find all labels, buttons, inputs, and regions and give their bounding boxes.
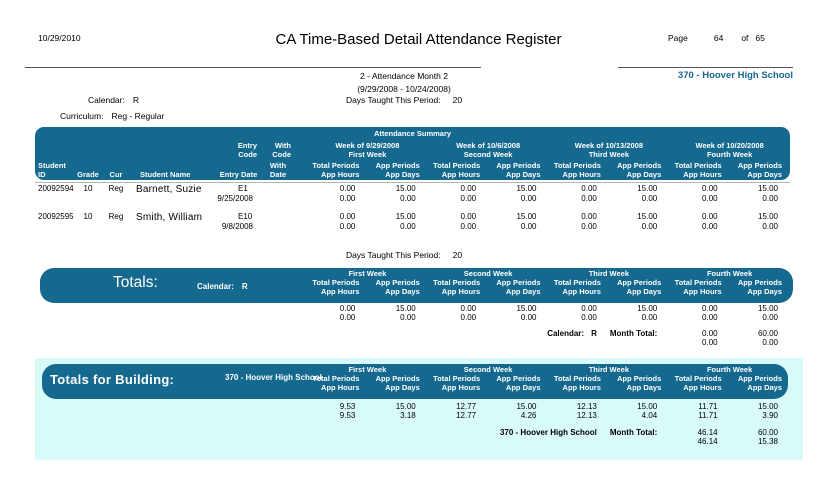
totals-label: Totals:: [113, 274, 158, 291]
value-cell: 0.00: [460, 193, 477, 203]
value-cell: 0.00: [641, 313, 658, 322]
w2-hours-header: [416, 375, 480, 392]
value-cell: 0.00: [460, 304, 477, 313]
value-cell: 0.00: [702, 304, 718, 313]
value-cell: 15.00: [516, 304, 537, 313]
entry-date-header: Entry Date: [219, 169, 258, 179]
building-totals-row: [35, 402, 790, 411]
days-taught-label: Days Taught This Period:: [345, 95, 441, 105]
attendance-header-row-2: [35, 162, 790, 179]
w4-days-line2: App Days: [747, 382, 782, 392]
w2-hours-line1: Total Periods: [433, 161, 481, 170]
student-id: 20092594: [38, 184, 74, 193]
value-cell: 0.00: [520, 221, 537, 231]
value-cell: 0.00: [702, 212, 718, 221]
w1-hours-line1: Total Periods: [312, 374, 360, 383]
student-cur: Reg: [108, 184, 124, 193]
entry-code: E10: [238, 212, 253, 221]
week3-date: Week of 10/13/2008: [574, 141, 643, 150]
value-cell: 15.00: [395, 402, 416, 411]
w2-hours-line1: Total Periods: [433, 278, 481, 287]
student-id-header: Student ID: [38, 161, 66, 179]
building-totals-header-bar: [42, 364, 788, 399]
value-cell: 0.00: [400, 221, 416, 231]
totals-row: [35, 304, 790, 313]
w3-hours-header: [537, 162, 601, 179]
week1-name: First Week: [348, 365, 387, 374]
building-month-total-row: [35, 428, 790, 437]
w3-hours-line2: App Hours: [562, 382, 601, 392]
value-cell: 0.00: [339, 212, 356, 221]
w4-days-header: [718, 162, 782, 179]
value-cell: 9.53: [339, 411, 356, 420]
w1-hours-line1: Total Periods: [312, 278, 360, 287]
w3-days-line1: App Periods: [617, 161, 662, 170]
w4-days-line2: App Days: [747, 169, 782, 179]
value-cell: 0.00: [581, 221, 597, 231]
w1-hours-line2: App Hours: [321, 382, 360, 392]
value-cell: 3.18: [400, 411, 416, 420]
value-cell: 12.13: [576, 402, 597, 411]
w3-days-line2: App Days: [626, 286, 662, 296]
w3-days-header: [597, 162, 661, 179]
entry-code: E1: [238, 184, 248, 193]
w3-hours-line2: App Hours: [562, 286, 601, 296]
w1-days-header: [355, 162, 419, 179]
value-cell: 12.13: [576, 411, 597, 420]
days-taught-value: 20: [452, 95, 463, 105]
value-cell: 4.04: [641, 411, 658, 420]
entry-date: 9/8/2008: [221, 221, 253, 231]
value-cell: 0.00: [460, 313, 477, 322]
w1-hours-header: [295, 162, 359, 179]
page-title: CA Time-Based Detail Attendance Register: [275, 31, 562, 48]
curriculum-line: [60, 111, 164, 121]
value-cell: 0.00: [581, 212, 597, 221]
days-taught-period: [104, 95, 704, 105]
building-totals-label: Totals for Building:: [50, 372, 175, 387]
building-week-headers: [35, 366, 790, 392]
value-cell: 0.00: [400, 313, 416, 322]
value-cell: 60.00: [757, 428, 778, 437]
totals-month-total-row: [35, 329, 790, 338]
w4-days-line1: App Periods: [737, 161, 782, 170]
report-date: 10/29/2010: [38, 33, 81, 43]
value-cell: 46.14: [697, 437, 718, 446]
w2-days-line1: App Periods: [496, 374, 541, 383]
page-indicator: [668, 33, 765, 43]
w4-hours-header: [657, 375, 721, 392]
week2-name: Second Week: [463, 269, 513, 278]
building-month-total-school: 370 - Hoover High School: [499, 428, 597, 437]
value-cell: 0.00: [581, 313, 597, 322]
page-number: 64: [713, 33, 724, 43]
entry-code-header-line1: Entry: [237, 141, 257, 150]
building-totals-row: [35, 411, 790, 420]
w4-hours-line2: App Hours: [683, 382, 722, 392]
totals-header-bar: [40, 268, 793, 303]
divider-left: [25, 67, 481, 68]
student-grade: 10: [83, 184, 93, 193]
w2-days-header: [476, 162, 540, 179]
value-cell: 0.00: [520, 193, 537, 203]
totals-calendar-label: Calendar:: [197, 282, 234, 291]
student-row: [35, 212, 790, 231]
value-cell: 0.00: [762, 313, 778, 322]
w4-hours-line2: App Hours: [683, 169, 722, 179]
w1-days-line1: App Periods: [375, 161, 420, 170]
attendance-header-row-1: [35, 142, 790, 159]
w4-days-header: [718, 375, 782, 392]
w2-hours-line1: Total Periods: [433, 374, 481, 383]
w4-hours-line2: App Hours: [683, 286, 722, 296]
value-cell: 0.00: [702, 184, 718, 193]
w1-days-header: [355, 375, 419, 392]
w3-days-line2: App Days: [626, 169, 662, 179]
building-sub-headers: [35, 375, 790, 392]
totals-month-total-row: [35, 338, 790, 347]
value-cell: 0.00: [339, 221, 356, 231]
w1-hours-line2: App Hours: [321, 286, 360, 296]
w2-days-line1: App Periods: [496, 161, 541, 170]
value-cell: 0.00: [460, 184, 477, 193]
w3-days-line1: App Periods: [617, 374, 662, 383]
w2-hours-line2: App Hours: [441, 382, 481, 392]
w1-days-line1: App Periods: [375, 278, 420, 287]
w4-days-line1: App Periods: [737, 278, 782, 287]
days-taught-footer: [104, 250, 704, 260]
w3-hours-header: [537, 375, 601, 392]
entry-code-header-line2: Code: [238, 149, 257, 159]
attendance-month: 2 - Attendance Month 2: [360, 71, 448, 81]
with-code-header-line2: Code: [272, 149, 291, 159]
week3-header: [537, 142, 658, 159]
value-cell: 15.00: [516, 402, 537, 411]
student-cur: Reg: [108, 212, 124, 221]
value-cell: 15.00: [757, 304, 778, 313]
w1-hours-line1: Total Periods: [312, 161, 360, 170]
month-total-calendar-value: R: [591, 329, 597, 338]
week1-header: [295, 142, 416, 159]
curriculum-value: Reg - Regular: [111, 111, 165, 121]
w3-hours-header: [537, 279, 601, 296]
totals-sub-headers: [35, 279, 790, 296]
value-cell: 0.00: [460, 212, 477, 221]
value-cell: 0.00: [339, 193, 356, 203]
w1-days-line2: App Days: [385, 286, 420, 296]
w1-hours-line2: App Hours: [321, 169, 360, 179]
value-cell: 15.00: [757, 212, 778, 221]
w3-hours-line1: Total Periods: [553, 161, 601, 170]
value-cell: 15.00: [637, 184, 658, 193]
w2-days-line2: App Days: [505, 286, 541, 296]
w2-days-line2: App Days: [505, 382, 541, 392]
value-cell: 0.00: [581, 193, 597, 203]
value-cell: 0.00: [581, 184, 597, 193]
building-totals-school: 370 - Hoover High School: [225, 373, 322, 382]
week4-name: Fourth Week: [706, 149, 753, 159]
w3-hours-line1: Total Periods: [553, 278, 601, 287]
w4-days-header: [718, 279, 782, 296]
w2-hours-header: [416, 279, 480, 296]
week4-name: Fourth Week: [706, 269, 753, 278]
week2-header: [416, 142, 537, 159]
student-id: 20092595: [38, 212, 74, 221]
student-grade: 10: [83, 212, 93, 221]
w2-days-header: [476, 279, 540, 296]
week2-date: Week of 10/6/2008: [456, 141, 521, 150]
divider-right: [618, 67, 793, 68]
student-row: [35, 184, 790, 203]
value-cell: 0.00: [702, 221, 718, 231]
w4-hours-header: [657, 162, 721, 179]
value-cell: 15.00: [637, 304, 658, 313]
calendar-label: Calendar:: [88, 95, 125, 105]
value-cell: 0.00: [581, 304, 597, 313]
totals-row: [35, 313, 790, 322]
w3-hours-line2: App Hours: [562, 169, 601, 179]
week1-name: First Week: [348, 269, 387, 278]
week3-name: Third Week: [588, 269, 630, 278]
curriculum-label: Curriculum:: [60, 111, 104, 121]
value-cell: 0.00: [702, 193, 718, 203]
month-total-label: Month Total:: [609, 428, 658, 437]
value-cell: 0.00: [520, 313, 537, 322]
with-date-header: With Date: [269, 161, 287, 179]
w4-hours-line1: Total Periods: [674, 278, 722, 287]
w2-days-line2: App Days: [505, 169, 541, 179]
cur-header: Cur: [109, 169, 123, 179]
value-cell: 0.00: [702, 313, 718, 322]
grade-header: Grade: [77, 169, 99, 179]
calendar-line: [88, 95, 139, 105]
w3-days-line1: App Periods: [617, 278, 662, 287]
month-total-label: Month Total:: [609, 329, 658, 338]
value-cell: 0.00: [460, 221, 477, 231]
value-cell: 15.00: [757, 184, 778, 193]
week1-date: Week of 9/29/2008: [335, 141, 400, 150]
w3-days-header: [597, 279, 661, 296]
value-cell: 15.00: [516, 212, 537, 221]
w1-days-header: [355, 279, 419, 296]
days-taught-footer-value: 20: [452, 250, 463, 260]
w1-days-line2: App Days: [385, 169, 420, 179]
w4-days-line2: App Days: [747, 286, 782, 296]
value-cell: 4.26: [520, 411, 537, 420]
value-cell: 0.00: [702, 329, 718, 338]
value-cell: 15.00: [637, 402, 658, 411]
with-code-header-line1: With: [274, 141, 291, 150]
entry-date: 9/25/2008: [217, 193, 253, 203]
value-cell: 0.00: [400, 193, 416, 203]
totals-calendar-value: R: [241, 282, 248, 291]
value-cell: 0.00: [339, 313, 356, 322]
page-total: 65: [755, 33, 765, 43]
value-cell: 15.00: [395, 184, 416, 193]
w2-days-line1: App Periods: [496, 278, 541, 287]
attendance-summary-header: [35, 127, 790, 180]
attendance-summary-title: Attendance Summary: [373, 129, 452, 138]
month-total-calendar-label: Calendar:: [547, 329, 585, 338]
value-cell: 46.14: [697, 428, 718, 437]
totals-week-headers: [35, 270, 790, 296]
with-code-header: [261, 142, 295, 159]
header-underline: [35, 182, 790, 183]
value-cell: 0.00: [702, 338, 718, 347]
week1-name: First Week: [348, 149, 387, 159]
week3-name: Third Week: [588, 149, 630, 159]
month-total-calendar: [35, 329, 597, 338]
week3-name: Third Week: [588, 365, 630, 374]
value-cell: 3.90: [762, 411, 778, 420]
calendar-value: R: [132, 95, 139, 105]
w1-days-line2: App Days: [385, 382, 420, 392]
student-name-header: Student Name: [140, 169, 191, 179]
value-cell: 0.00: [641, 221, 658, 231]
value-cell: 60.00: [757, 329, 778, 338]
w1-hours-header: [295, 279, 359, 296]
student-name: Barnett, Suzie: [136, 184, 202, 195]
w4-days-line1: App Periods: [737, 374, 782, 383]
w4-hours-header: [657, 279, 721, 296]
value-cell: 0.00: [339, 304, 356, 313]
entry-code-header: [216, 142, 261, 159]
value-cell: 0.00: [762, 193, 778, 203]
w1-days-line1: App Periods: [375, 374, 420, 383]
attendance-date-range: (9/29/2008 - 10/24/2008): [357, 84, 451, 94]
week4-name: Fourth Week: [706, 365, 753, 374]
week4-header: [657, 142, 778, 159]
w3-days-line2: App Days: [626, 382, 662, 392]
value-cell: 15.38: [757, 437, 778, 446]
w2-hours-header: [416, 162, 480, 179]
school-name: 370 - Hoover High School: [677, 70, 793, 81]
student-name: Smith, William: [136, 212, 203, 223]
week2-name: Second Week: [463, 365, 513, 374]
week4-date: Week of 10/20/2008: [695, 141, 764, 150]
value-cell: 15.00: [395, 212, 416, 221]
w4-hours-line1: Total Periods: [674, 161, 722, 170]
building-month-total-row: [35, 437, 790, 446]
value-cell: 0.00: [762, 338, 778, 347]
w1-hours-header: [295, 375, 359, 392]
page-label: Page: [668, 33, 688, 43]
value-cell: 12.77: [456, 402, 477, 411]
days-taught-footer-label: Days Taught This Period:: [345, 250, 441, 260]
value-cell: 9.53: [339, 402, 356, 411]
value-cell: 15.00: [516, 184, 537, 193]
of-label: of: [741, 33, 749, 43]
w4-hours-line1: Total Periods: [674, 374, 722, 383]
value-cell: 0.00: [762, 221, 778, 231]
value-cell: 0.00: [641, 193, 658, 203]
w3-hours-line1: Total Periods: [553, 374, 601, 383]
w2-hours-line2: App Hours: [441, 169, 481, 179]
value-cell: 12.77: [456, 411, 477, 420]
week2-name: Second Week: [463, 149, 513, 159]
value-cell: 0.00: [339, 184, 356, 193]
w2-hours-line2: App Hours: [441, 286, 481, 296]
value-cell: 15.00: [395, 304, 416, 313]
w3-days-header: [597, 375, 661, 392]
value-cell: 15.00: [637, 212, 658, 221]
value-cell: 15.00: [757, 402, 778, 411]
value-cell: 11.71: [698, 411, 718, 420]
w2-days-header: [476, 375, 540, 392]
value-cell: 11.71: [698, 402, 718, 411]
